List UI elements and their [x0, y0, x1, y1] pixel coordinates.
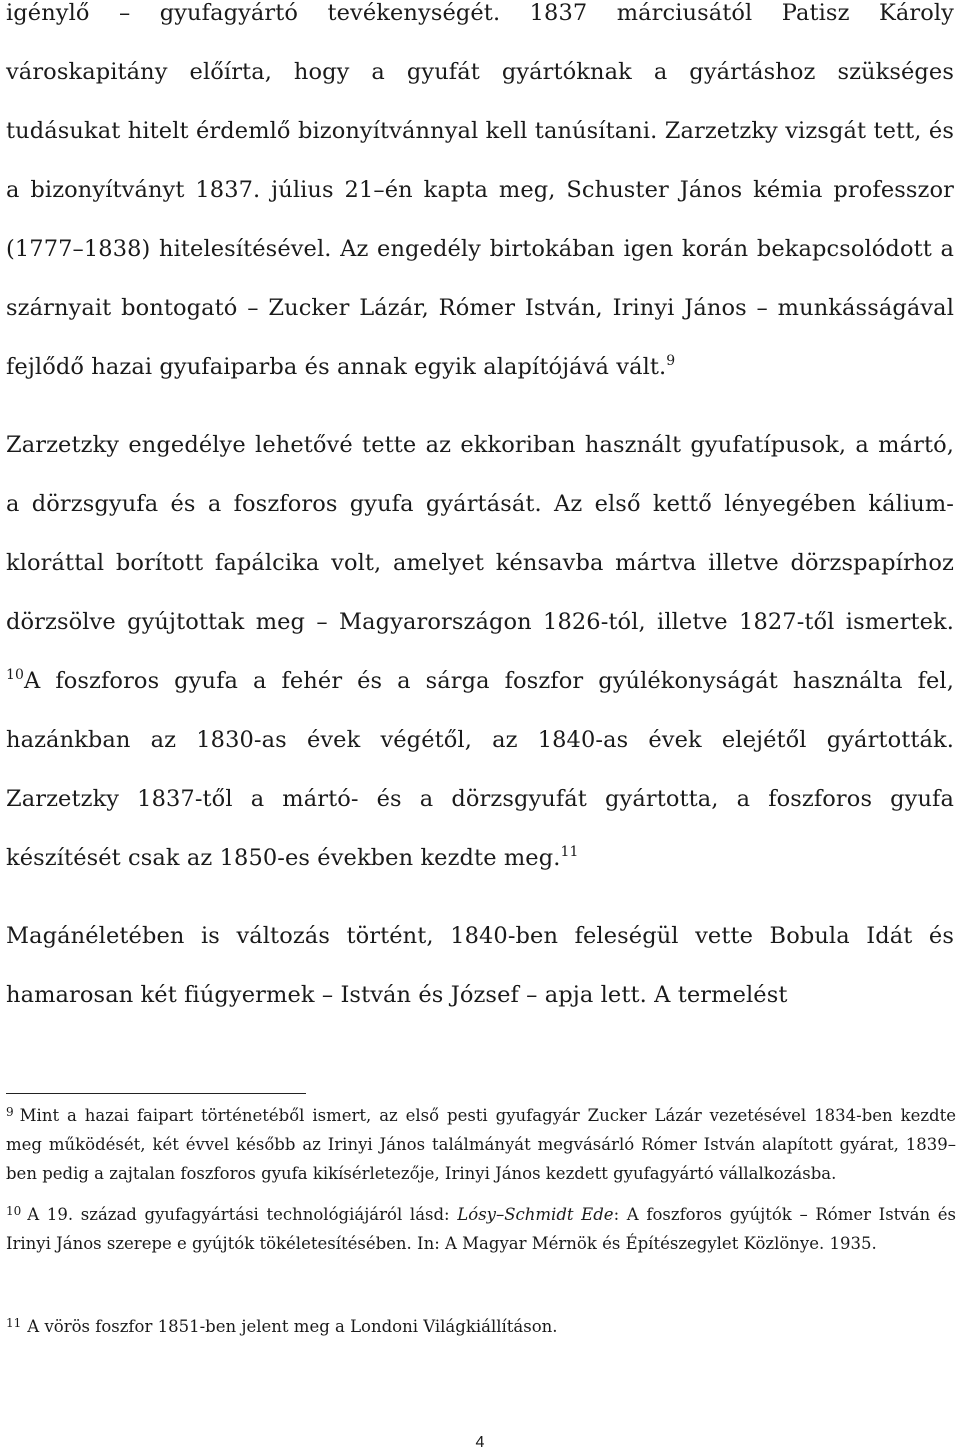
paragraph-3 [6, 907, 954, 1025]
paragraph-2-text-a: Zarzetzky engedélye lehetővé tette az ekkoriban használt gyufatípusok, a mártó, a dörzsgyufa és a foszforos gyufa gyártását. Az első kettő lényegében kálium-kloráttal borított fapálcika volt, amelyet kénsavba mártva illetve dörzspapírhoz dörzsölve gyújtottak meg – Magyarországon 1826-tól, illetve 1827-től ismertek. [6, 432, 954, 635]
paragraph-2 [6, 416, 954, 888]
footnote-ref-11[interactable]: 11 [560, 844, 579, 860]
footnote-10-author: Lósy–Schmidt Ede [457, 1205, 614, 1224]
paragraph-1 [6, 0, 954, 397]
footnote-separator [6, 1093, 306, 1094]
footnote-11 [6, 1312, 956, 1341]
footnote-ref-10[interactable]: 10 [6, 667, 25, 683]
footnote-10-number: 10 [6, 1204, 22, 1218]
footnote-10 [6, 1200, 956, 1258]
footnote-10-text-a: A 19. század gyufagyártási technológiájáról lásd: [27, 1205, 458, 1224]
page-body [6, 0, 954, 1025]
footnote-11-number: 11 [6, 1316, 22, 1330]
footnote-9-number: 9 [6, 1105, 14, 1119]
footnote-10-text-b: : A foszforos gyújtók – Rómer István és Irinyi János szerepe e gyújtók tökéletesítésében. In: A Magyar Mérnök és Építészegylet Közlönye. 1935. [6, 1205, 956, 1253]
paragraph-3-text: Magánéletében is változás történt, 1840-ben feleségül vette Bobula Idát és hamarosan két fiúgyermek – István és József – apja lett. A termelést [6, 923, 954, 1008]
paragraph-2-text-b: A foszforos gyufa a fehér és a sárga foszfor gyúlékonyságát használta fel, hazánkban az 1830-as évek végétől, az 1840-as évek elejétől gyártották. Zarzetzky 1837-től a mártó- és a dörzsgyufát gyártotta, a foszforos gyufa készítését csak az 1850-es években kezdte meg. [6, 668, 954, 871]
footnote-11-text: A vörös foszfor 1851-ben jelent meg a Londoni Világkiállításon. [27, 1317, 558, 1336]
page-number: 4 [475, 1434, 485, 1451]
footnote-9 [6, 1101, 956, 1188]
paragraph-1-text: igénylő – gyufagyártó tevékenységét. 1837 márciusától Patisz Károly városkapitány előírta, hogy a gyufát gyártóknak a gyártáshoz szükséges tudásukat hitelt érdemlő bizonyítvánnyal kell tanúsítani. Zarzetzky vizsgát tett, és a bizonyítványt 1837. július 21–én kapta meg, Schuster János kémia professzor (1777–1838) hitelesítésével. Az engedély birtokában igen korán bekapcsolódott a szárnyait bontogató – Zucker Lázár, Rómer István, Irinyi János – munkásságával fejlődő hazai gyufaiparba és annak egyik alapítójává vált. [6, 0, 954, 380]
footnote-9-text: Mint a hazai faipart történetéből ismert, az első pesti gyufagyár Zucker Lázár vezetésével 1834-ben kezdte meg működését, két évvel később az Irinyi János találmányát megvásárló Rómer István alapított gyárat, 1839–ben pedig a zajtalan foszforos gyufa kikísérletezője, Irinyi János kezdett gyufagyártó vállalkozásba. [6, 1106, 956, 1183]
footnote-ref-9[interactable]: 9 [666, 353, 676, 369]
footnotes [6, 1101, 956, 1341]
